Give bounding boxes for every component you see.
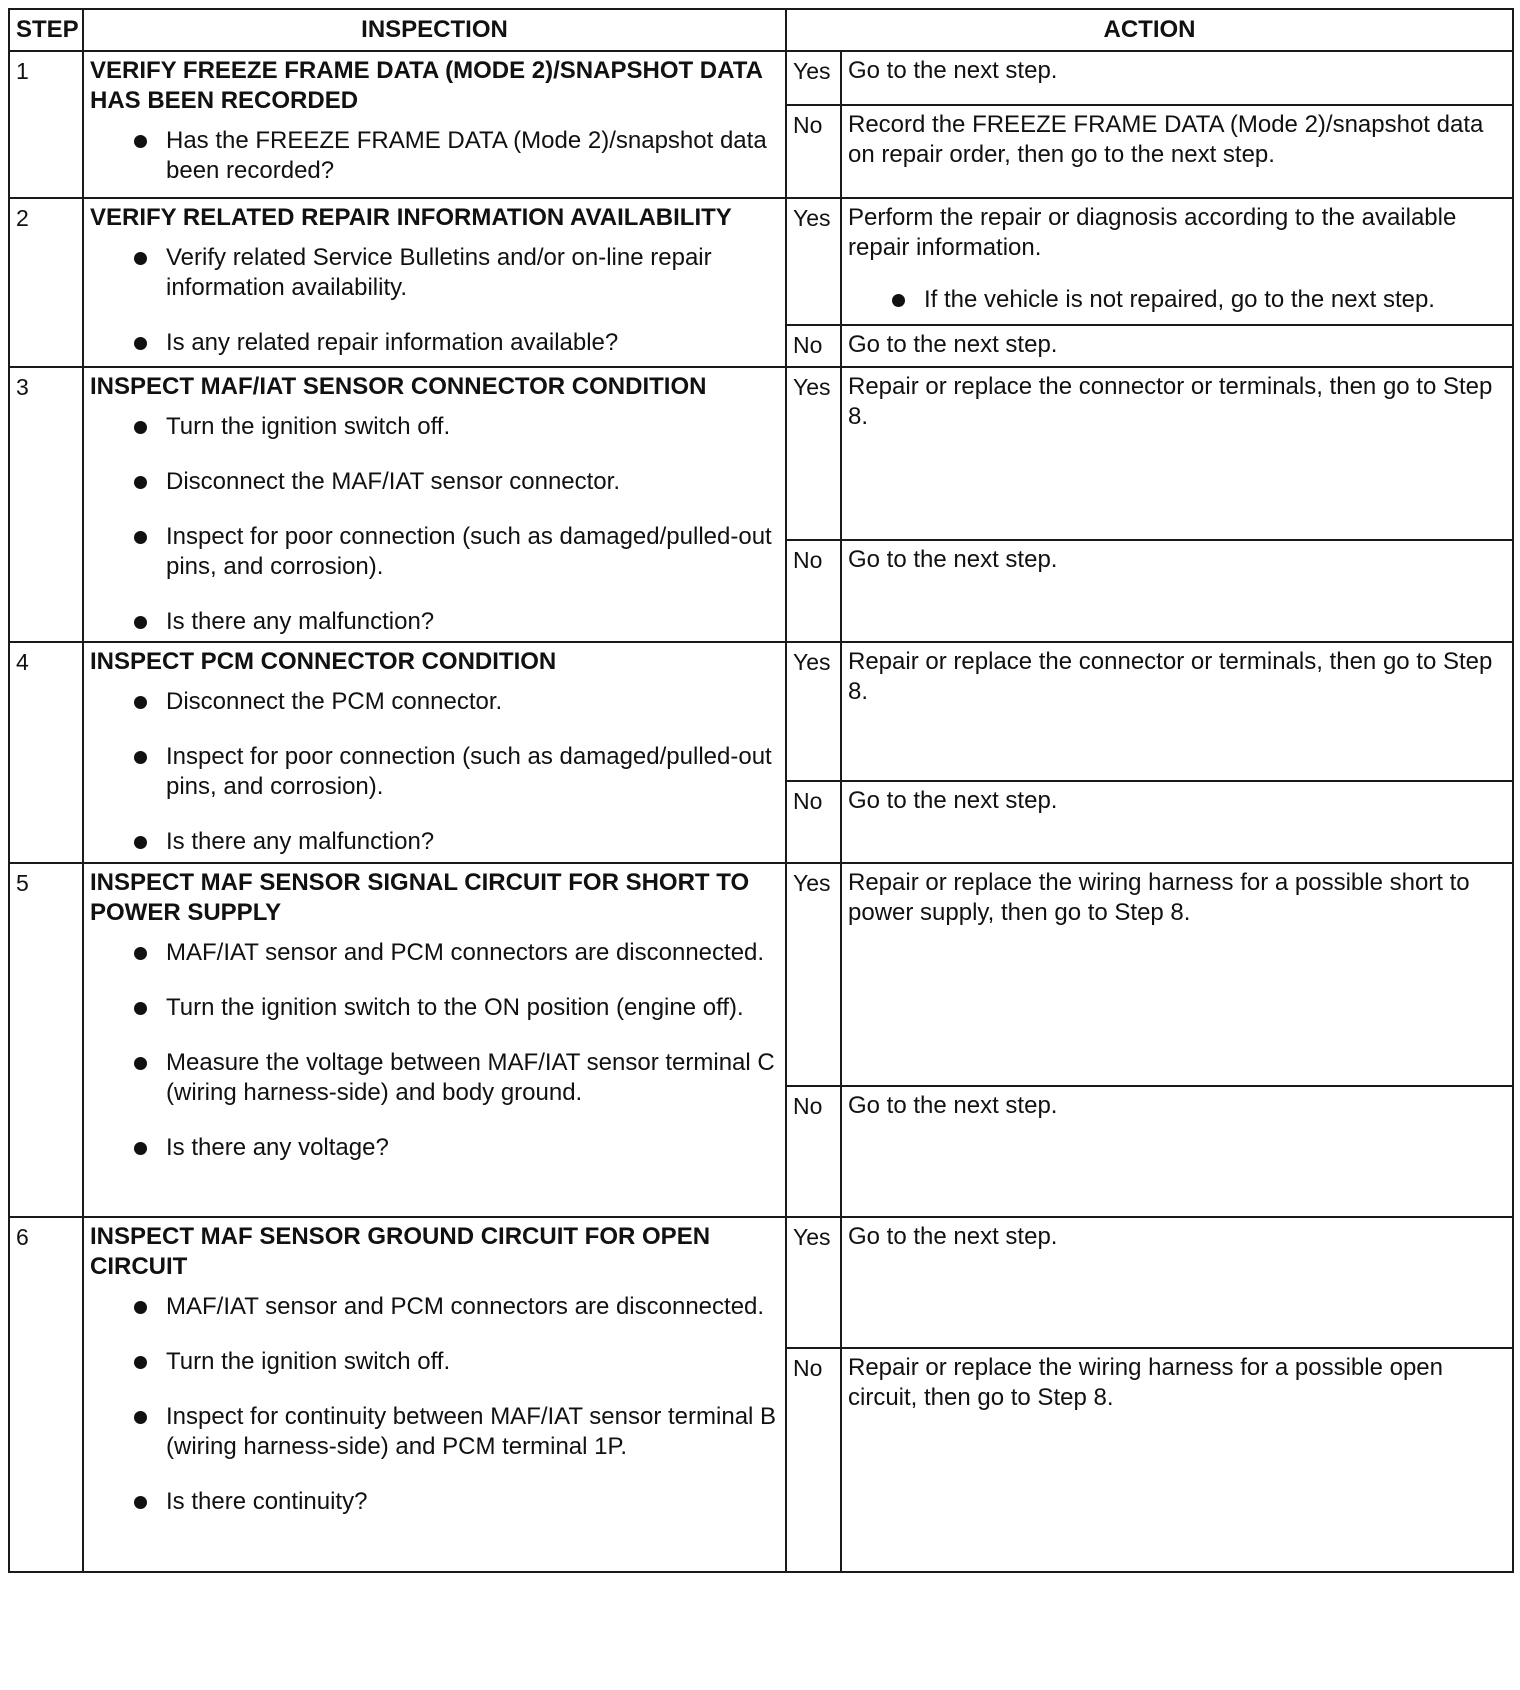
- yes-action: [841, 367, 1513, 540]
- bullet-icon: [134, 947, 147, 960]
- no-label: No: [786, 1086, 841, 1217]
- bullet-icon: [134, 1301, 147, 1314]
- action-bullet-text: If the vehicle is not repaired, go to the next step.: [924, 286, 1435, 313]
- no-action-text: Go to the next step.: [848, 331, 1058, 358]
- yes-action-text: Perform the repair or diagnosis according to the available repair information.: [848, 204, 1457, 261]
- inspection-cell: [83, 198, 786, 367]
- bullet-icon: [892, 294, 905, 307]
- inspection-bullet: [134, 1347, 779, 1377]
- yes-action: [841, 198, 1513, 325]
- inspection-bullet: [134, 126, 779, 186]
- step-column-header: STEP: [9, 9, 83, 51]
- inspection-bullet: [134, 1048, 779, 1108]
- bullet-icon: [134, 1142, 147, 1155]
- bullet-icon: [134, 531, 147, 544]
- bullet-text: Turn the ignition switch off.: [166, 413, 451, 440]
- yes-action-text: Repair or replace the connector or terminals, then go to Step 8.: [848, 373, 1493, 430]
- no-action-text: Go to the next step.: [848, 1092, 1058, 1119]
- inspection-cell: [83, 642, 786, 863]
- step-row-yes: [9, 51, 1513, 105]
- bullet-text: Inspect for poor connection (such as damaged/pulled-out pins, and corrosion).: [166, 523, 772, 580]
- no-label: No: [786, 540, 841, 642]
- inspection-cell: [83, 51, 786, 198]
- bullet-icon: [134, 135, 147, 148]
- bullet-icon: [134, 1356, 147, 1369]
- no-action-text: Go to the next step.: [848, 545, 1058, 573]
- diagnostic-procedure: [8, 8, 1514, 1573]
- yes-label: Yes: [786, 642, 841, 781]
- bullet-text: Is there continuity?: [166, 1488, 368, 1515]
- yes-action-text: Repair or replace the connector or terminals, then go to Step 8.: [848, 648, 1493, 705]
- bullet-text: Disconnect the PCM connector.: [166, 688, 503, 715]
- bullet-icon: [134, 1057, 147, 1070]
- inspection-title: VERIFY RELATED REPAIR INFORMATION AVAILABILITY: [90, 204, 732, 231]
- inspection-bullets: [90, 1292, 779, 1517]
- no-action: [841, 105, 1513, 198]
- bullet-text: MAF/IAT sensor and PCM connectors are disconnected.: [166, 939, 765, 966]
- step-number: 1: [9, 51, 83, 198]
- diagnostic-table: [8, 8, 1514, 1573]
- no-label: No: [786, 1348, 841, 1572]
- bullet-text: Turn the ignition switch to the ON position (engine off).: [166, 994, 744, 1021]
- step-number: 3: [9, 367, 83, 642]
- no-label: No: [786, 325, 841, 367]
- yes-label: Yes: [786, 863, 841, 1086]
- bullet-icon: [134, 1002, 147, 1015]
- no-action-text: Repair or replace the wiring harness for a possible open circuit, then go to Step 8.: [848, 1354, 1443, 1411]
- inspection-title: VERIFY FREEZE FRAME DATA (MODE 2)/SNAPSHOT DATA HAS BEEN RECORDED: [90, 57, 763, 114]
- bullet-text: Is any related repair information available?: [166, 329, 619, 356]
- yes-action: [841, 1217, 1513, 1348]
- yes-action-text: Go to the next step.: [848, 1223, 1058, 1250]
- table-header-row: [9, 9, 1513, 51]
- bullet-icon: [134, 836, 147, 849]
- bullet-icon: [134, 616, 147, 629]
- inspection-bullet: [134, 742, 779, 802]
- inspection-column-header: INSPECTION: [83, 9, 786, 51]
- inspection-cell: [83, 1217, 786, 1572]
- bullet-icon: [134, 1496, 147, 1509]
- yes-action: [841, 51, 1513, 105]
- no-action: [841, 1086, 1513, 1217]
- no-action-text: Go to the next step.: [848, 787, 1058, 814]
- yes-label: Yes: [786, 1217, 841, 1348]
- no-action: [841, 540, 1513, 642]
- no-action-text: Record the FREEZE FRAME DATA (Mode 2)/snapshot data on repair order, then go to the next step.: [848, 111, 1484, 168]
- bullet-text: Is there any voltage?: [166, 1134, 389, 1161]
- bullet-text: Is there any malfunction?: [166, 608, 435, 635]
- bullet-icon: [134, 252, 147, 265]
- bullet-text: Verify related Service Bulletins and/or on-line repair information availability.: [166, 244, 712, 301]
- step-row-yes: [9, 198, 1513, 325]
- inspection-bullet: [134, 827, 779, 857]
- bullet-icon: [134, 751, 147, 764]
- bullet-icon: [134, 476, 147, 489]
- inspection-bullet: [134, 993, 779, 1023]
- inspection-bullet: [134, 1402, 779, 1462]
- no-action: [841, 781, 1513, 863]
- no-label: No: [786, 105, 841, 198]
- action-bullets: [848, 285, 1506, 315]
- inspection-bullet: [134, 412, 779, 442]
- inspection-title: INSPECT PCM CONNECTOR CONDITION: [90, 648, 557, 675]
- step-row-yes: [9, 367, 1513, 540]
- yes-action-text: Go to the next step.: [848, 57, 1058, 84]
- inspection-title: INSPECT MAF SENSOR GROUND CIRCUIT FOR OPEN CIRCUIT: [90, 1223, 711, 1280]
- inspection-bullet: [134, 328, 779, 358]
- inspection-cell: [83, 863, 786, 1217]
- inspection-bullet: [134, 522, 779, 582]
- bullet-icon: [134, 421, 147, 434]
- bullet-text: Inspect for continuity between MAF/IAT sensor terminal B (wiring harness-side) and PCM terminal 1P.: [166, 1403, 777, 1460]
- inspection-bullet: [134, 1487, 779, 1517]
- bullet-text: Has the FREEZE FRAME DATA (Mode 2)/snapshot data been recorded?: [166, 127, 767, 184]
- inspection-bullets: [90, 243, 779, 358]
- bullet-icon: [134, 696, 147, 709]
- step-row-yes: [9, 1217, 1513, 1348]
- inspection-bullet: [134, 1292, 779, 1322]
- inspection-bullet: [134, 467, 779, 497]
- step-row-yes: [9, 863, 1513, 1086]
- inspection-bullet: [134, 687, 779, 717]
- action-column-header: ACTION: [786, 9, 1513, 51]
- inspection-bullets: [90, 938, 779, 1163]
- inspection-bullets: [90, 687, 779, 857]
- step-number: 2: [9, 198, 83, 367]
- step-number: 5: [9, 863, 83, 1217]
- bullet-text: Is there any malfunction?: [166, 828, 435, 855]
- inspection-title: INSPECT MAF SENSOR SIGNAL CIRCUIT FOR SHORT TO POWER SUPPLY: [90, 869, 750, 926]
- yes-label: Yes: [786, 367, 841, 540]
- yes-action: [841, 642, 1513, 781]
- yes-label: Yes: [786, 198, 841, 325]
- no-action: [841, 325, 1513, 367]
- inspection-bullet: [134, 938, 779, 968]
- step-number: 4: [9, 642, 83, 863]
- inspection-bullets: [90, 412, 779, 637]
- bullet-text: MAF/IAT sensor and PCM connectors are disconnected.: [166, 1293, 765, 1320]
- bullet-icon: [134, 1411, 147, 1424]
- inspection-cell: [83, 367, 786, 642]
- yes-action-text: Repair or replace the wiring harness for a possible short to power supply, then go to Step 8.: [848, 869, 1470, 926]
- inspection-bullets: [90, 126, 779, 186]
- inspection-bullet: [134, 607, 779, 637]
- inspection-title: INSPECT MAF/IAT SENSOR CONNECTOR CONDITION: [90, 373, 707, 400]
- yes-label: Yes: [786, 51, 841, 105]
- bullet-text: Inspect for poor connection (such as damaged/pulled-out pins, and corrosion).: [166, 743, 772, 800]
- action-bullet: [892, 285, 1506, 315]
- yes-action: [841, 863, 1513, 1086]
- no-action: [841, 1348, 1513, 1572]
- bullet-icon: [134, 337, 147, 350]
- bullet-text: Disconnect the MAF/IAT sensor connector.: [166, 468, 620, 495]
- inspection-bullet: [134, 243, 779, 303]
- bullet-text: Turn the ignition switch off.: [166, 1348, 451, 1375]
- inspection-bullet: [134, 1133, 779, 1163]
- step-row-yes: [9, 642, 1513, 781]
- bullet-text: Measure the voltage between MAF/IAT sensor terminal C (wiring harness-side) and body ground.: [166, 1049, 775, 1106]
- no-label: No: [786, 781, 841, 863]
- step-number: 6: [9, 1217, 83, 1572]
